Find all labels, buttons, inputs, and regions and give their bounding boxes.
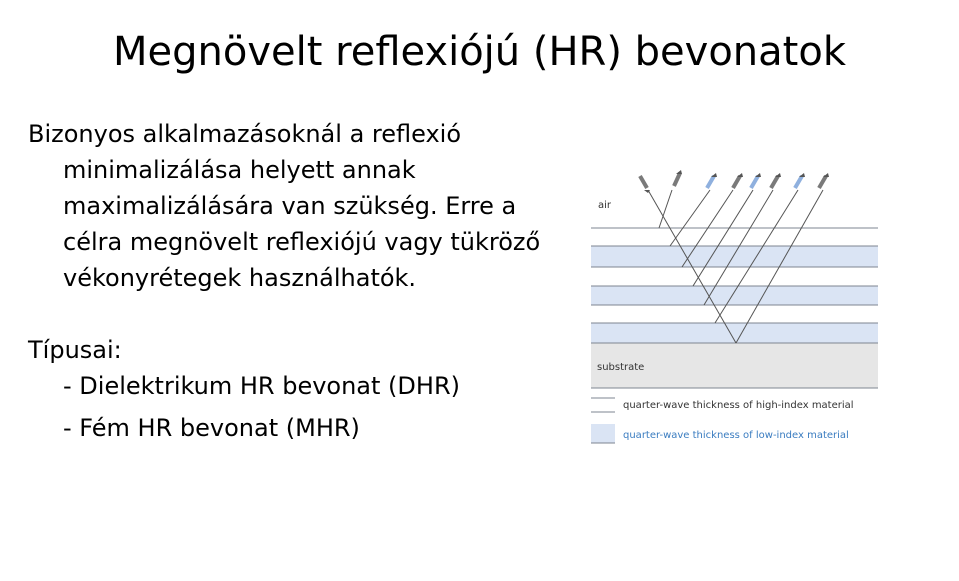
reflected-ray [659, 190, 672, 228]
body-text [28, 116, 548, 446]
reflected-arrow [674, 173, 680, 186]
legend-low-index-label: quarter-wave thickness of low-index material [623, 430, 849, 441]
arrow-head [755, 173, 761, 177]
hr-coating-diagram [588, 168, 884, 454]
reflected-arrow [819, 176, 826, 188]
low-index-layer-1 [591, 246, 878, 267]
reflected-arrow-blue [707, 176, 714, 188]
arrow-head [823, 173, 829, 177]
reflected-arrow-blue [795, 176, 802, 188]
substrate-label: substrate [597, 362, 645, 373]
arrow-head [775, 173, 781, 177]
type-item-mhr: - Fém HR bevonat (MHR) [63, 414, 360, 442]
type-item-dhr: - Dielektrikum HR bevonat (DHR) [63, 372, 460, 400]
arrow-head [799, 173, 805, 177]
low-index-layer-2 [591, 286, 878, 305]
slide-title: Megnövelt reflexiójú (HR) bevonatok [113, 29, 846, 75]
reflected-ray [670, 190, 710, 246]
incident-arrow [640, 176, 647, 188]
legend-high-index-label: quarter-wave thickness of high-index material [623, 400, 854, 411]
reflected-arrow-blue [751, 176, 758, 188]
legend-low-index-swatch [591, 424, 615, 443]
air-label: air [598, 200, 612, 211]
arrow-head [676, 170, 682, 174]
arrow-head [737, 173, 743, 177]
arrow-head [711, 173, 717, 177]
intro-paragraph: Bizonyos alkalmazásoknál a reflexió minimalizálása helyett annak maximalizálására van szükség. Erre a célra megnövelt reflexiójú vagy tükröző vékonyrétegek használhatók. [28, 120, 541, 292]
reflected-arrow [733, 176, 740, 188]
types-label: Típusai: [28, 336, 122, 364]
reflected-arrow [771, 176, 778, 188]
